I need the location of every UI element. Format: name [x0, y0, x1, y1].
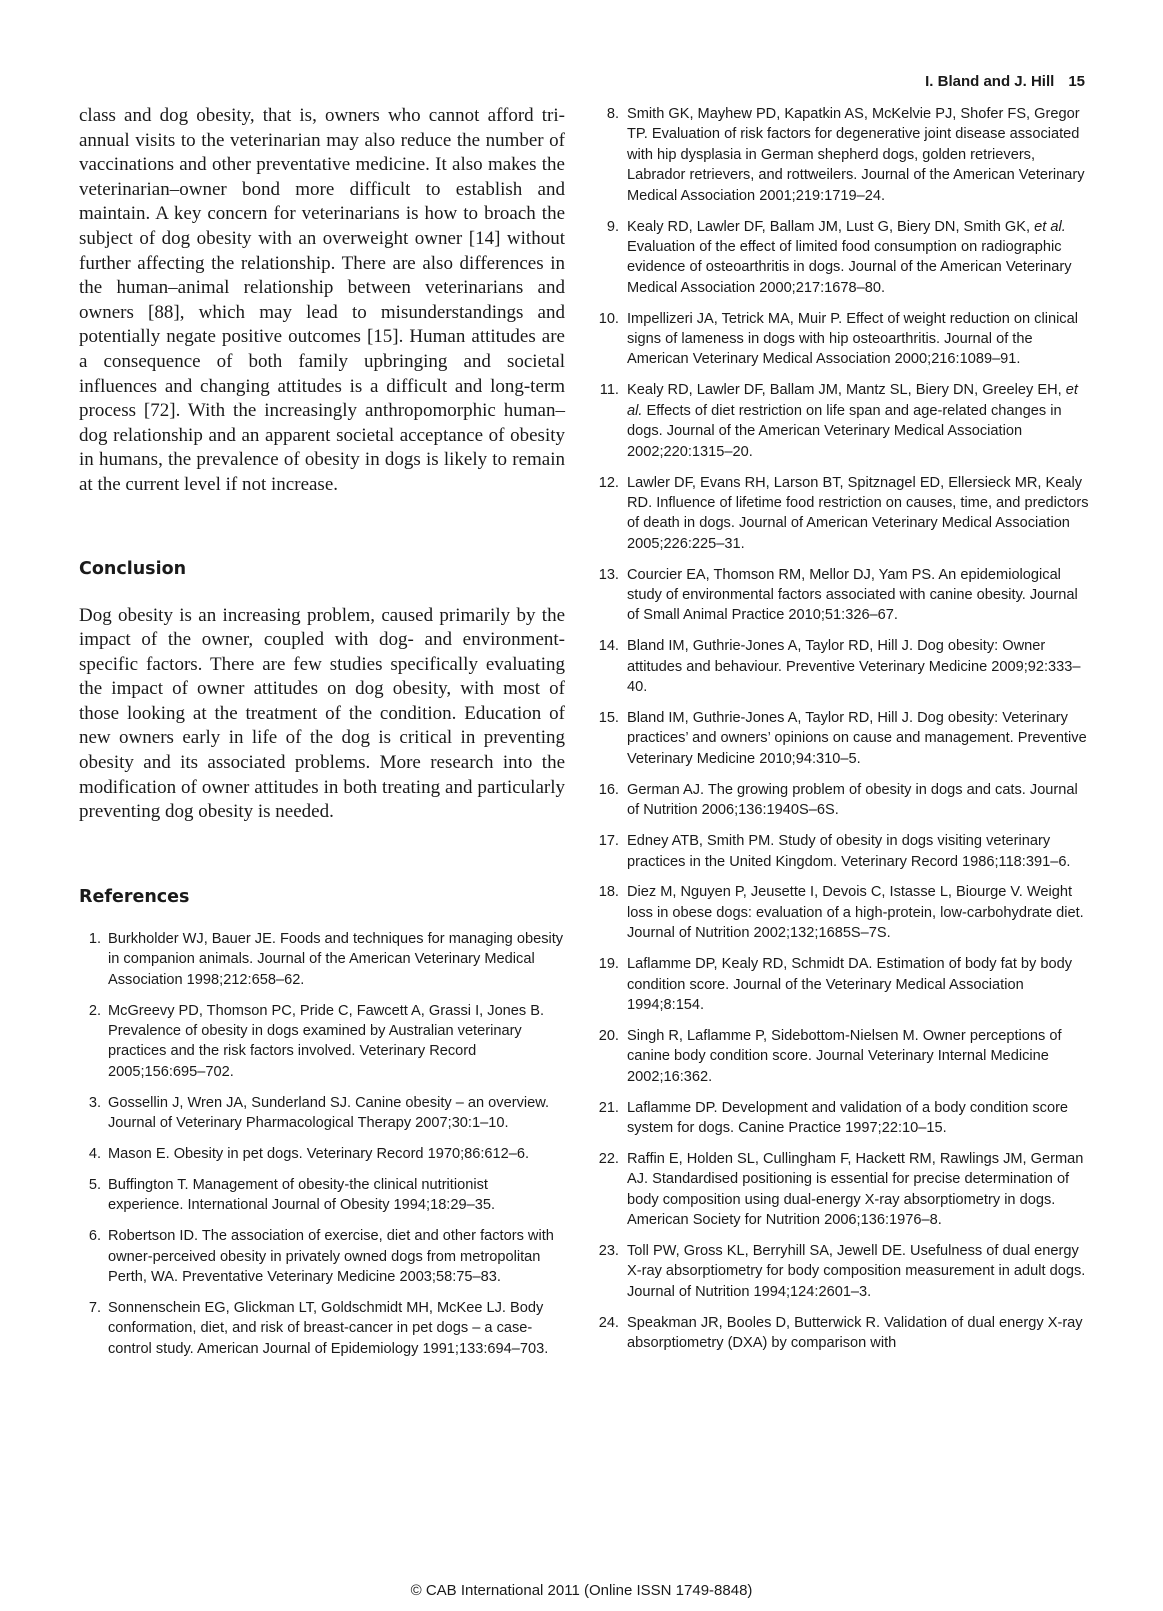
reference-number: 9. — [606, 218, 619, 235]
reference-item — [79, 1093, 565, 1134]
reference-et-al: et al. — [1034, 218, 1066, 235]
reference-item — [597, 954, 1089, 1015]
reference-number: 5. — [88, 1176, 101, 1193]
reference-number: 8. — [606, 106, 619, 122]
reference-item — [597, 565, 1089, 626]
reference-number: 19. — [598, 956, 619, 973]
running-header — [925, 73, 1085, 90]
reference-number: 3. — [88, 1094, 101, 1111]
reference-number: 2. — [88, 1002, 101, 1019]
reference-list-right — [597, 104, 1089, 1354]
reference-rest: Effects of diet restriction on life span and age-related changes in dogs. Journal of the American Veterinary Medical Association 2002;220:1315–20. — [627, 402, 1062, 460]
reference-text: Edney ATB, Smith PM. Study of obesity in dogs visiting veterinary practices in the United Kingdom. Veterinary Record 1986;118:391–6. — [627, 833, 1071, 870]
reference-number: 7. — [88, 1299, 101, 1316]
reference-number: 14. — [598, 638, 619, 655]
reference-text: Toll PW, Gross KL, Berryhill SA, Jewell DE. Usefulness of dual energy X-ray absorptiometry for body composition measurement in adult dogs. Journal of Nutrition 1994;124:2601–3. — [627, 1243, 1086, 1300]
reference-text — [627, 380, 1089, 462]
reference-authors: Kealy RD, Lawler DF, Ballam JM, Lust G, Biery DN, Smith GK, — [627, 218, 1031, 235]
reference-number: 4. — [88, 1146, 101, 1162]
reference-text: Smith GK, Mayhew PD, Kapatkin AS, McKelvie PJ, Shofer FS, Gregor TP. Evaluation of risk factors for degenerative joint disease associated with hip dysplasia in German shepherd dogs, golden retrievers, Labrador retrievers, and rottweilers. Journal of the American Veterinary Medical Association 2001;219:1719–24. — [627, 106, 1085, 204]
reference-item — [597, 1149, 1089, 1231]
right-column — [597, 104, 1089, 1364]
reference-number: 15. — [598, 710, 619, 727]
reference-text: Singh R, Laflamme P, Sidebottom-Nielsen M. Owner perceptions of canine body condition score. Journal Veterinary Internal Medicine 2002;16:362. — [627, 1027, 1062, 1085]
body-paragraph: class and dog obesity, that is, owners who cannot afford tri-annual visits to the veterinarian may also reduce the number of vaccinations and other preventative medicine. It also makes the veterinarian–owner bond more difficult to establish and maintain. A key concern for veterinarians is how to broach the subject of dog obesity with an overweight owner [14] without further affecting the relationship. There are also differences in the human–animal relationship between veterinarians and owners [88], which may lead to misunderstandings and potentially negate positive outcomes [15]. Human attitudes are a consequence of both family upbringing and societal influences and changing attitudes is a difficult and long-term process [72]. With the increasingly anthropomorphic human–dog relationship and an apparent societal acceptance of obesity in humans, the prevalence of obesity in dogs is likely to remain at the current level if not increase. — [79, 105, 565, 495]
conclusion-heading: Conclusion — [79, 558, 187, 579]
reference-item — [79, 929, 565, 990]
reference-number: 22. — [598, 1150, 619, 1167]
reference-text: Burkholder WJ, Bauer JE. Foods and techniques for managing obesity in companion animals. Journal of the American Veterinary Medical Association 1998;212:658–62. — [108, 930, 564, 988]
reference-item — [597, 309, 1089, 370]
reference-item — [597, 636, 1089, 697]
reference-number: 23. — [598, 1243, 619, 1259]
reference-number: 16. — [598, 781, 619, 798]
reference-item — [79, 1175, 565, 1216]
header-authors: I. Bland and J. Hill — [925, 73, 1055, 90]
reference-item — [597, 1098, 1089, 1139]
reference-number: 10. — [598, 310, 619, 327]
left-column — [79, 104, 565, 1370]
reference-item — [597, 708, 1089, 769]
reference-text — [627, 217, 1089, 299]
reference-number: 12. — [598, 474, 619, 491]
reference-item — [79, 1144, 565, 1164]
reference-item — [597, 1241, 1089, 1302]
reference-text: Laflamme DP. Development and validation of a body condition score system for dogs. Canine Practice 1997;22:10–15. — [627, 1099, 1069, 1136]
reference-text: Diez M, Nguyen P, Jeusette I, Devois C, Istasse L, Biourge V. Weight loss in obese dogs: evaluation of a high-protein, low-carbohydrate diet. Journal of Nutrition 2002;132;1685S–7S. — [627, 884, 1084, 942]
reference-text: Raffin E, Holden SL, Cullingham F, Hackett RM, Rawlings JM, German AJ. Standardised positioning is essential for precise determination of body composition using dual-energy X-ray absorptiometry in dogs. American Society for Nutrition 2006;136:1976–8. — [627, 1150, 1084, 1229]
reference-rest: Evaluation of the effect of limited food consumption on radiographic evidence of osteoarthritis in dogs. Journal of the American Veterinary Medical Association 2000;217:1678–80. — [627, 238, 1072, 296]
reference-text: Bland IM, Guthrie-Jones A, Taylor RD, Hill J. Dog obesity: Veterinary practices’ and owners’ opinions on cause and management. Preventive Veterinary Medicine 2010;94:310–5. — [627, 710, 1087, 767]
reference-item — [597, 217, 1089, 299]
reference-number: 6. — [88, 1228, 101, 1245]
reference-number: 21. — [598, 1099, 619, 1116]
reference-text: German AJ. The growing problem of obesity in dogs and cats. Journal of Nutrition 2006;136:1940S–6S. — [627, 781, 1078, 819]
reference-list-left — [79, 929, 565, 1359]
reference-number: 13. — [598, 566, 619, 583]
conclusion-paragraph: Dog obesity is an increasing problem, caused primarily by the impact of the owner, coupled with dog- and environment-specific factors. There are few studies specifically evaluating the impact of owner attitudes on dog obesity, with most of those looking at the treatment of the condition. Education of new owners early in life of the dog is critical in preventing obesity and its associated problems. More research into the modification of owner attitudes in both treating and particularly preventing dog obesity is needed. — [79, 604, 565, 823]
reference-text: Bland IM, Guthrie-Jones A, Taylor RD, Hill J. Dog obesity: Owner attitudes and behaviour. Preventive Veterinary Medicine 2009;92:333–40. — [627, 638, 1081, 696]
references-heading: References — [79, 886, 190, 907]
reference-text: Courcier EA, Thomson RM, Mellor DJ, Yam PS. An epidemiological study of environmental factors associated with canine obesity. Journal of Small Animal Practice 2010;51:326–67. — [627, 566, 1078, 624]
reference-item — [597, 104, 1089, 206]
reference-number: 17. — [598, 833, 619, 850]
copyright-footer: © CAB International 2011 (Online ISSN 1749-8848) — [410, 1582, 753, 1599]
reference-text: Impellizeri JA, Tetrick MA, Muir P. Effect of weight reduction on clinical signs of lameness in dogs with hip osteoarthritis. Journal of the American Veterinary Medical Association 2000;216:1089–91. — [627, 310, 1078, 368]
page-number: 15 — [1068, 73, 1085, 90]
reference-text: Robertson ID. The association of exercise, diet and other factors with owner-perceived obesity in privately owned dogs from metropolitan Perth, WA. Preventative Veterinary Medicine 2003;58:75–83. — [108, 1228, 554, 1286]
reference-text: Buffington T. Management of obesity-the clinical nutritionist experience. International Journal of Obesity 1994;18:29–35. — [108, 1176, 495, 1214]
reference-authors: Kealy RD, Lawler DF, Ballam JM, Mantz SL, Biery DN, Greeley EH, — [627, 382, 1062, 399]
reference-item — [597, 380, 1089, 462]
reference-item — [597, 1026, 1089, 1087]
reference-item — [597, 1313, 1089, 1354]
reference-text: Gossellin J, Wren JA, Sunderland SJ. Canine obesity – an overview. Journal of Veterinary Pharmacological Therapy 2007;30:1–10. — [108, 1094, 550, 1132]
reference-number: 11. — [599, 382, 619, 399]
reference-text: Mason E. Obesity in pet dogs. Veterinary Record 1970;86:612–6. — [108, 1146, 530, 1162]
reference-item — [79, 1226, 565, 1287]
reference-number: 1. — [88, 930, 101, 947]
reference-number: 18. — [598, 884, 619, 901]
reference-item — [597, 882, 1089, 943]
reference-text: McGreevy PD, Thomson PC, Pride C, Fawcett A, Grassi I, Jones B. Prevalence of obesity in dogs examined by Australian veterinary practices and the risk factors involved. Veterinary Record 2005;156:695–702. — [108, 1002, 545, 1080]
reference-item — [79, 1001, 565, 1083]
reference-item — [597, 780, 1089, 821]
reference-item — [597, 831, 1089, 872]
reference-number: 24. — [598, 1314, 619, 1331]
reference-text: Sonnenschein EG, Glickman LT, Goldschmidt MH, McKee LJ. Body conformation, diet, and risk of breast-cancer in pet dogs – a case-control study. American Journal of Epidemiology 1991;133:694–703. — [108, 1299, 549, 1357]
reference-item — [79, 1298, 565, 1359]
reference-number: 20. — [598, 1027, 619, 1044]
reference-et-al: et al. — [627, 382, 1078, 419]
reference-text: Laflamme DP, Kealy RD, Schmidt DA. Estimation of body fat by body condition score. Journal of the Veterinary Medical Association 1994;8:154. — [627, 956, 1073, 1013]
reference-text: Lawler DF, Evans RH, Larson BT, Spitznagel ED, Ellersieck MR, Kealy RD. Influence of lifetime food restriction on causes, time, and predictors of death in dogs. Journal of American Veterinary Medical Association 2005;226:225–31. — [627, 474, 1089, 552]
reference-text: Speakman JR, Booles D, Butterwick R. Validation of dual energy X-ray absorptiometry (DXA) by comparison with — [627, 1314, 1083, 1352]
reference-item — [597, 473, 1089, 555]
